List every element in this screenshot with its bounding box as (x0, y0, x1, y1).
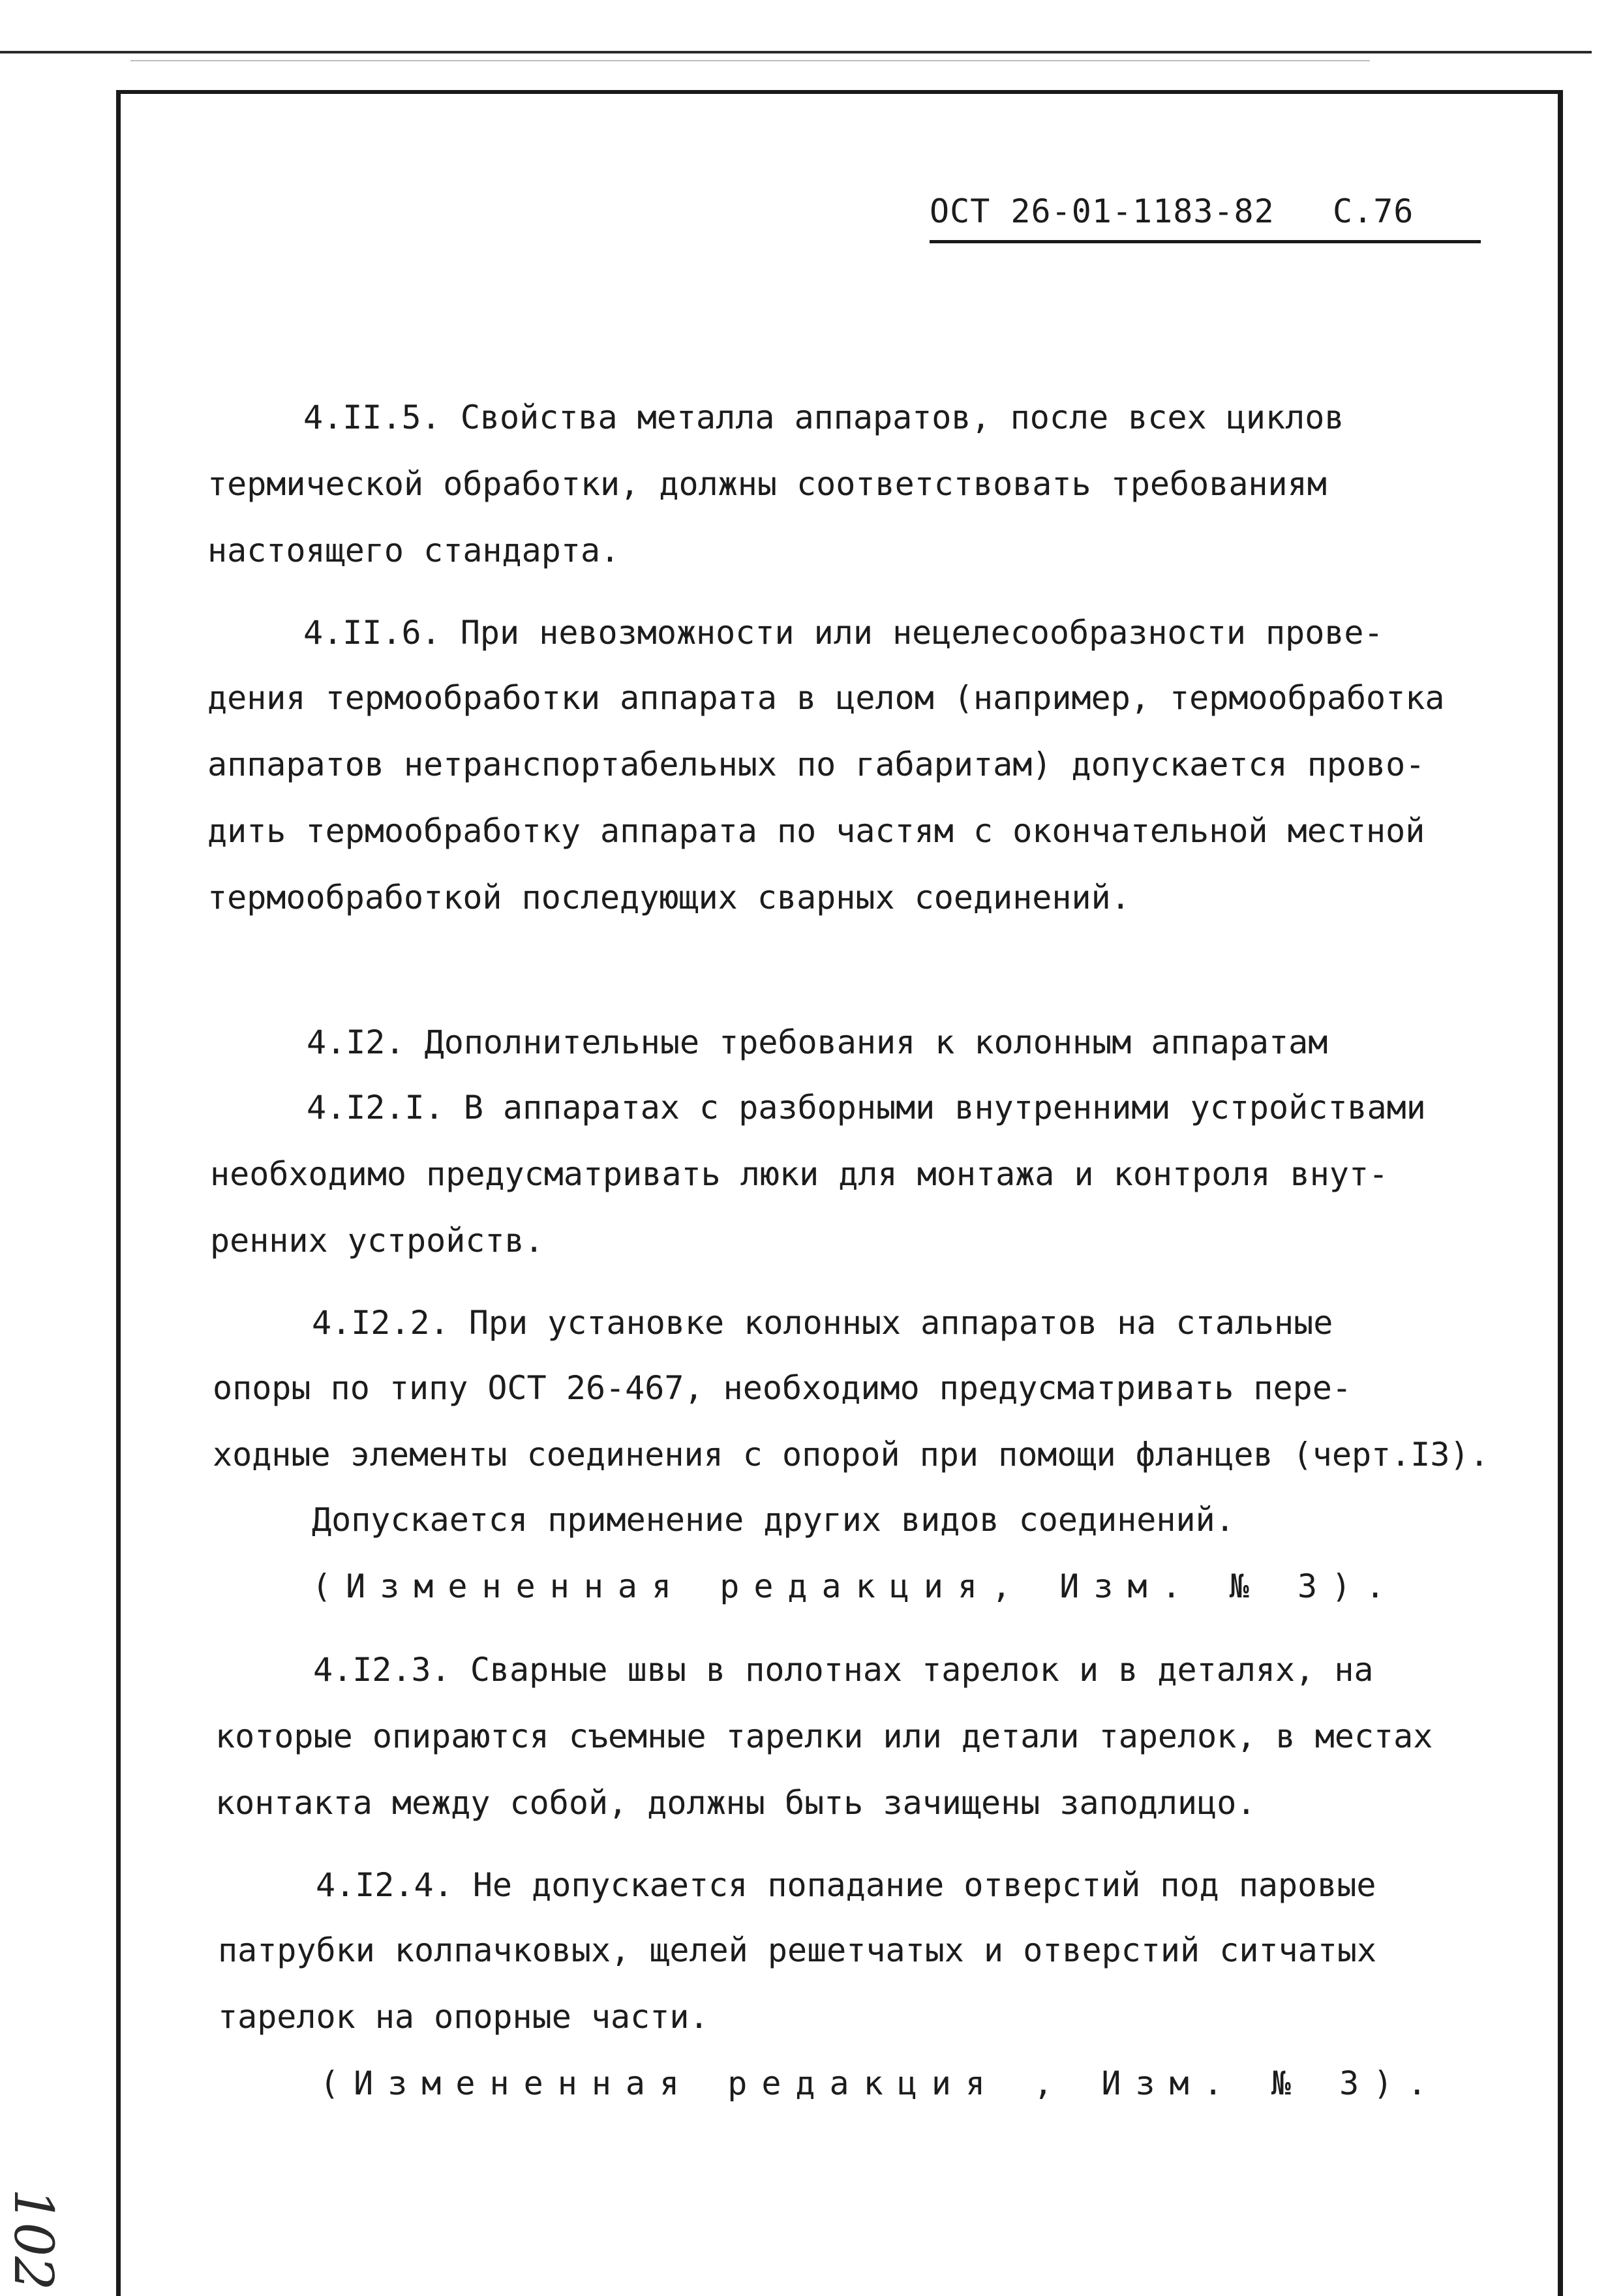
body-line: настоящего стандарта. (207, 532, 620, 569)
body-line: опоры по типу ОСТ 26-467, необходимо предусматривать пере- (213, 1369, 1352, 1407)
top-scan-shadow (130, 60, 1370, 61)
body-line: 4.II.5. Свойства металла аппаратов, после всех циклов (303, 399, 1344, 436)
handwritten-margin-number: 102 (2, 2188, 64, 2291)
amendment-note: (Измененная редакция, Изм. № 3). (312, 1567, 1400, 1605)
body-line: ходные элементы соединения с опорой при помощи фланцев (черт.I3). (213, 1436, 1489, 1473)
body-line: контакта между собой, должны быть зачищены заподлицо. (215, 1784, 1256, 1822)
body-line: аппаратов нетранспортабельных по габаритам) допускается прово- (207, 746, 1425, 783)
page-frame-left (116, 90, 121, 2296)
body-line: которые опираются съемные тарелки или детали тарелок, в местах (215, 1717, 1433, 1755)
section-heading: 4.I2. Дополнительные требования к колонным аппаратам (307, 1023, 1328, 1061)
body-line: 4.I2.I. В аппаратах с разборными внутренними устройствами (307, 1089, 1426, 1126)
standard-code: ОСТ 26-01-1183-82 (930, 192, 1275, 230)
body-line: 4.I2.4. Не допускается попадание отверстий под паровые (316, 1866, 1376, 1904)
body-line: 4.I2.3. Сварные швы в полотнах тарелок и в деталях, на (313, 1651, 1374, 1689)
body-line: дить термообработку аппарата по частям с окончательной местной (207, 812, 1425, 850)
body-line: Допускается применение других видов соединений. (312, 1501, 1235, 1539)
body-line: 4.II.6. При невозможности или нецелесообразности прове- (303, 614, 1384, 652)
header-underline (930, 240, 1481, 243)
page-frame-right (1558, 90, 1563, 2296)
amendment-note: (Измененная редакция , Изм. № 3). (320, 2064, 1442, 2102)
body-line: ренних устройств. (210, 1222, 544, 1260)
body-line: термообработкой последующих сварных соединений. (207, 879, 1130, 916)
body-line: дения термообработки аппарата в целом (например, термообработка (207, 679, 1445, 717)
page-number: С.76 (1333, 192, 1414, 230)
body-line: патрубки колпачковых, щелей решетчатых и отверстий ситчатых (218, 1931, 1377, 1969)
body-line: термической обработки, должны соответствовать требованиям (207, 465, 1327, 503)
page-frame-top (116, 90, 1563, 94)
top-scan-rule (0, 51, 1592, 53)
body-line: необходимо предусматривать люки для монтажа и контроля внут- (210, 1155, 1389, 1193)
body-line: тарелок на опорные части. (218, 1998, 709, 2036)
body-line: 4.I2.2. При установке колонных аппаратов на стальные (312, 1304, 1333, 1342)
